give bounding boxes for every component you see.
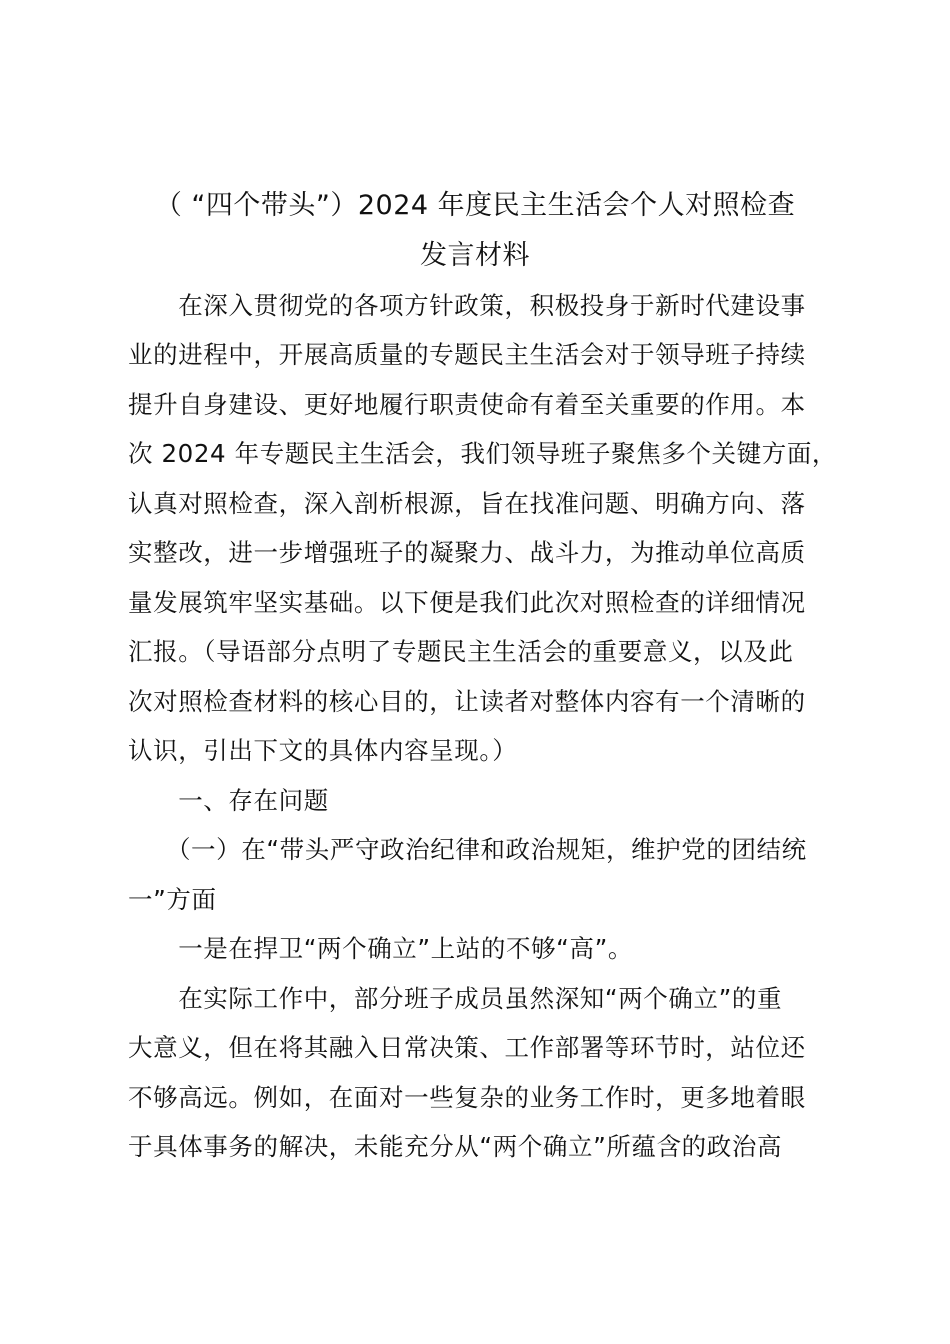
body-line-9: 次对照检查材料的核心目的，让读者对整体内容有一个清晰的: [128, 687, 806, 716]
body-line-16: 大意义，但在将其融入日常决策、工作部署等环节时，站位还: [128, 1033, 806, 1062]
subsection-heading-1-cont: 一”方面: [128, 885, 217, 914]
document-title-line-2: 发言材料: [420, 240, 530, 271]
section-heading-problems: 一、存在问题: [128, 786, 329, 815]
body-line-1: 在深入贯彻党的各项方针政策，积极投身于新时代建设事: [128, 291, 806, 320]
body-line-18: 于具体事务的解决，未能充分从“两个确立”所蕴含的政治高: [128, 1132, 783, 1161]
body-line-7: 量发展筑牢坚实基础。以下便是我们此次对照检查的详细情况: [128, 588, 806, 617]
document-title-line-1: （ “四个带头”）2024 年度民主生活会个人对照检查: [154, 190, 796, 221]
body-line-3: 提升自身建设、更好地履行职责使命有着至关重要的作用。本: [128, 390, 806, 419]
body-line-6: 实整改，进一步增强班子的凝聚力、战斗力，为推动单位高质: [128, 538, 806, 567]
body-line-10: 认识，引出下文的具体内容呈现。）: [128, 736, 518, 765]
subsection-heading-1: （一）在“带头严守政治纪律和政治规矩，维护党的团结统: [128, 835, 807, 864]
body-line-5: 认真对照检查，深入剖析根源，旨在找准问题、明确方向、落: [128, 489, 806, 518]
body-line-4: 次 2024 年专题民主生活会，我们领导班子聚焦多个关键方面，: [128, 439, 838, 468]
body-line-2: 业的进程中，开展高质量的专题民主生活会对于领导班子持续: [128, 340, 806, 369]
body-line-8: 汇报。（导语部分点明了专题民主生活会的重要意义，以及此: [128, 637, 794, 666]
body-line-15: 在实际工作中，部分班子成员虽然深知“两个确立”的重: [128, 984, 783, 1013]
body-line-17: 不够高远。例如，在面对一些复杂的业务工作时，更多地着眼: [128, 1083, 806, 1112]
point-heading-1: 一是在捍卫“两个确立”上站的不够“高”。: [128, 934, 633, 963]
